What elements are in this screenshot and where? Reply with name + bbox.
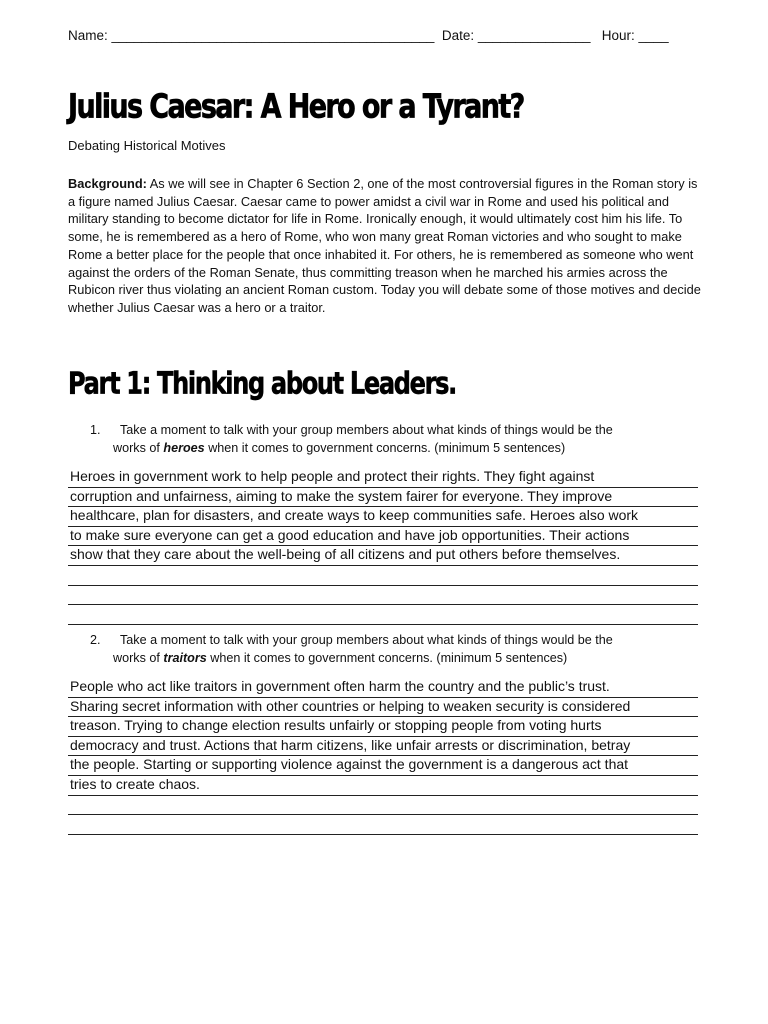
answer-line: tries to create chaos.: [68, 776, 698, 796]
background-paragraph: [68, 175, 704, 317]
answer-line: Heroes in government work to help people and protect their rights. They fight against: [68, 468, 698, 488]
question-2: [90, 631, 690, 667]
question-1: [90, 421, 690, 457]
worksheet-title: Julius Caesar: A Hero or a Tyrant?: [68, 88, 524, 126]
answer-line: Sharing secret information with other countries or helping to weaken security is considered: [68, 698, 698, 718]
answer-line: People who act like traitors in government often harm the country and the public’s trust.: [68, 678, 698, 698]
answer-line: show that they care about the well-being of all citizens and put others before themselves.: [68, 546, 698, 566]
answer-area-1[interactable]: [68, 468, 698, 625]
question-text-line1: Take a moment to talk with your group members about what kinds of things would be the: [120, 633, 613, 647]
background-text: As we will see in Chapter 6 Section 2, one of the most controversial figures in the Roman story is a figure named Julius Caesar. Caesar came to power amidst a civil war in Rome and used his political and military standing to become dictator for life in Rome. Ironically enough, it would ultimately cost him his life. To some, he is remembered as a hero of Rome, who won many great Roman victories and who sought to make Rome a better place for the people that once inhabited it. For others, he is remembered as someone who went against the orders of the Roman Senate, thus committing treason when he marched his armies across the Rubicon river thus violating an ancient Roman custom. Today you will debate some of those motives and decide whether Julius Caesar was a hero or a traitor.: [68, 176, 701, 315]
question-number: 1.: [90, 423, 101, 437]
answer-line: healthcare, plan for disasters, and create ways to keep communities safe. Heroes also work: [68, 507, 698, 527]
answer-line: to make sure everyone can get a good education and have job opportunities. Their actions: [68, 527, 698, 547]
answer-line: democracy and trust. Actions that harm citizens, like unfair arrests or discrimination, betray: [68, 737, 698, 757]
answer-line: [68, 796, 698, 816]
answer-line: the people. Starting or supporting violence against the government is a dangerous act that: [68, 756, 698, 776]
worksheet-subtitle: Debating Historical Motives: [68, 138, 226, 153]
header-row: [68, 28, 708, 43]
question-keyword: traitors: [163, 651, 207, 665]
answer-line: [68, 815, 698, 835]
answer-line: corruption and unfairness, aiming to make the system fairer for everyone. They improve: [68, 488, 698, 508]
name-field-label: Name: ___________________________________________: [68, 28, 435, 43]
question-text-post: when it comes to government concerns. (minimum 5 sentences): [206, 651, 568, 665]
question-text-post: when it comes to government concerns. (minimum 5 sentences): [204, 441, 566, 455]
date-field-label: Date: _______________: [441, 28, 591, 43]
question-number: 2.: [90, 633, 101, 647]
answer-line: [68, 566, 698, 586]
answer-line: [68, 586, 698, 606]
answer-line: [68, 605, 698, 625]
question-text-pre: works of: [113, 441, 164, 455]
background-label: Background:: [68, 176, 147, 191]
answer-line: treason. Trying to change election results unfairly or stopping people from voting hurts: [68, 717, 698, 737]
hour-field-label: Hour: ____: [601, 28, 669, 43]
question-text-pre: works of: [113, 651, 164, 665]
question-text-line1: Take a moment to talk with your group members about what kinds of things would be the: [120, 423, 613, 437]
question-keyword: heroes: [163, 441, 205, 455]
part1-heading: Part 1: Thinking about Leaders.: [68, 366, 456, 401]
answer-area-2[interactable]: [68, 678, 698, 835]
